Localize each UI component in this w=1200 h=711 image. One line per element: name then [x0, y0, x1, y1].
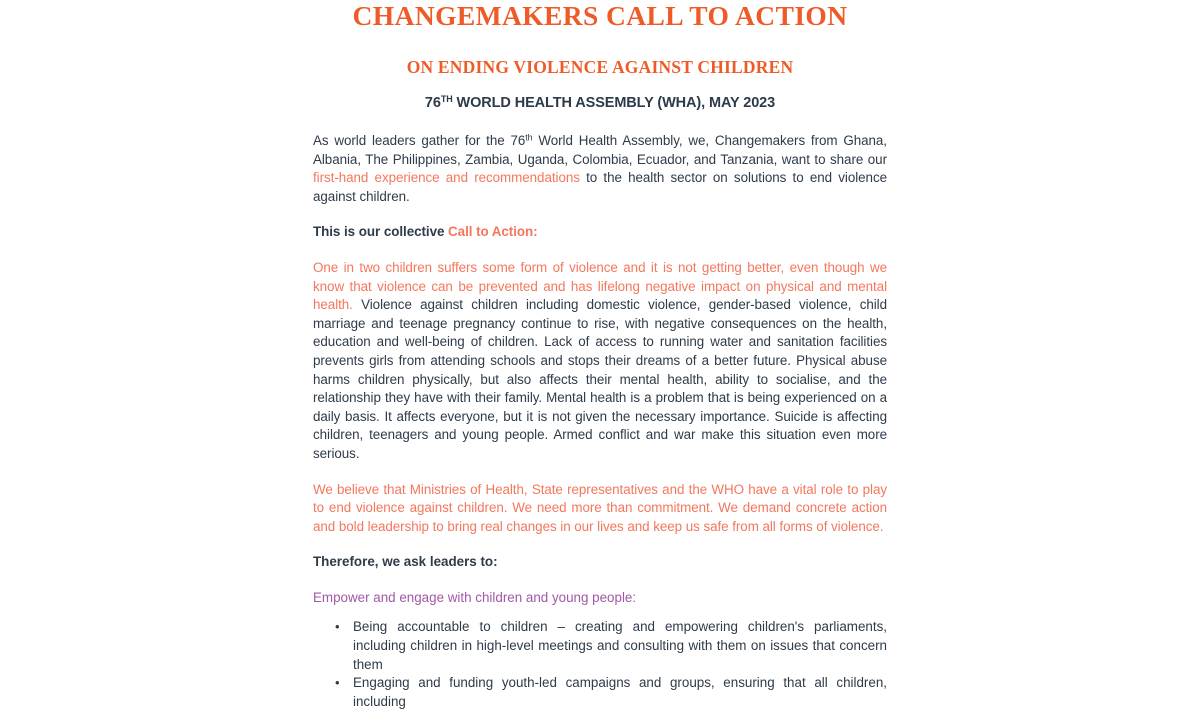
- document-meta-line: [0, 78, 1200, 111]
- intro-highlight: first-hand experience and recommendations: [313, 170, 580, 186]
- meta-number: 76: [424, 94, 441, 111]
- intro-text-part2: World Health Assembly, we, Changemakers from Ghana, Albania, The Philippines, Zambia, Uganda, Colombia, Ecuador, and Tanzania, want to share our: [313, 133, 887, 167]
- belief-paragraph: We believe that Ministries of Health, State representatives and the WHO have a vital role to play to end violence against children. We need more than commitment. We demand concrete action and bold leadership to bring real changes in our lives and keep us safe from all forms of violence.: [313, 481, 887, 534]
- intro-paragraph: [313, 132, 887, 206]
- page-title: CHANGEMAKERS CALL TO ACTION: [352, 0, 848, 31]
- list-item: • Being accountable to children – creating and empowering children's parliaments, including children in high-level meetings and consulting with them on issues that concern them: [353, 618, 887, 674]
- intro-text-part1: As world leaders gather for the 76: [313, 133, 526, 148]
- intro-text-part3: to the health sector on solutions to end violence against children.: [313, 170, 887, 204]
- intro-ordinal-suffix: th: [525, 132, 533, 143]
- collective-prefix: This is our collective: [313, 224, 449, 240]
- ask-leaders-lead-in: Therefore, we ask leaders to:: [313, 554, 498, 570]
- statement-rest: Violence against children including domestic violence, gender-based violence, child marriage and teenage pregnancy continue to rise, with negative consequences on the health, education and well-being of children. Lack of access to running water and sanitation facilities prevents girls from attending schools and stops their dreams of a better future. Physical abuse harms children physically, but also affects their mental health, ability to socialise, and the relationship they have with their family. Mental health is a problem that is being experienced on a daily basis. It affects everyone, but it is not given the necessary importance. Suicide is affecting children, teenagers and young people. Armed conflict and war make this situation even more serious.: [313, 297, 887, 461]
- call-to-action-highlight: Call to Action:: [448, 224, 538, 240]
- section-heading-empower: Empower and engage with children and young people:: [313, 589, 637, 605]
- meta-ordinal-suffix: TH: [440, 93, 453, 104]
- meta-assembly-text: WORLD HEALTH ASSEMBLY (WHA), MAY 2023: [452, 94, 776, 111]
- list-item: • Engaging and funding youth-led campaigns and groups, ensuring that all children, including: [353, 674, 887, 711]
- document-body: [313, 132, 887, 711]
- document-header: [0, 0, 1200, 111]
- collective-paragraph: [313, 223, 887, 242]
- statement-paragraph: [313, 259, 887, 464]
- recommendation-list: [313, 618, 887, 711]
- statement-highlight: One in two children suffers some form of violence and it is not getting better, even though we know that violence can be prevented and has lifelong negative impact on physical and mental health.: [313, 259, 887, 313]
- document-subtitle: ON ENDING VIOLENCE AGAINST CHILDREN: [406, 56, 794, 77]
